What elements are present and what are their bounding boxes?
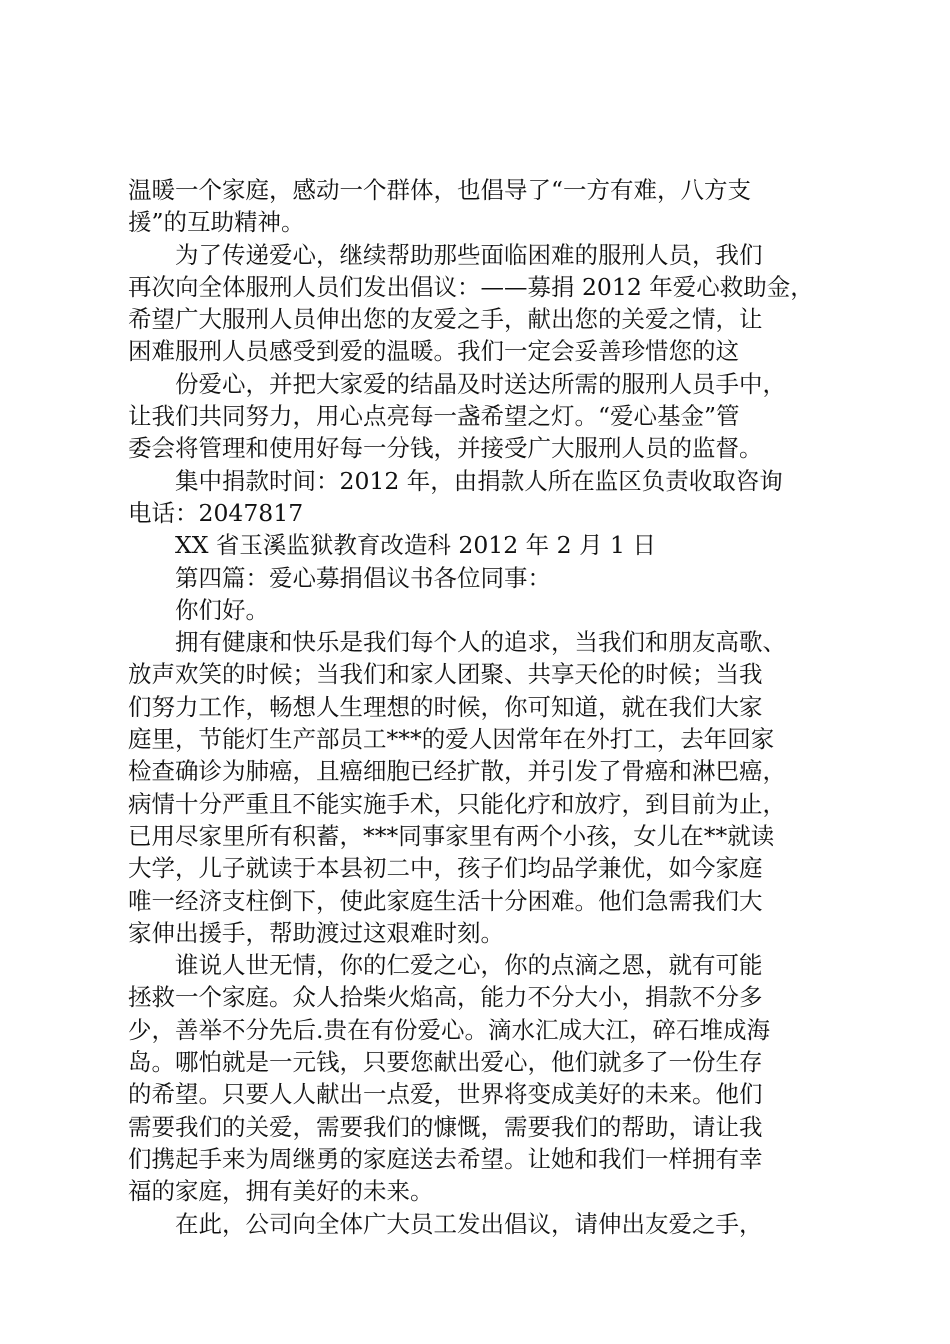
text-line: 大学，儿子就读于本县初二中，孩子们均品学兼优，如今家庭 [128, 854, 763, 883]
text-line: 电话：2047817 [128, 498, 304, 527]
text-line: 福的家庭，拥有美好的未来。 [128, 1177, 434, 1206]
text-line: 需要我们的关爱，需要我们的慷慨，需要我们的帮助，请让我 [128, 1112, 763, 1141]
text-line: 温暖一个家庭，感动一个群体，也倡导了“一方有难，八方支 [128, 176, 752, 204]
text-line: 援”的互助精神。 [128, 208, 305, 237]
text-line: 岛。哪怕就是一元钱，只要您献出爱心，他们就多了一份生存 [128, 1048, 763, 1077]
text-line: 拥有健康和快乐是我们每个人的追求，当我们和朋友高歌、 [175, 628, 786, 657]
text-line: 让我们共同努力，用心点亮每一盏希望之灯。“爱心基金”管 [128, 402, 740, 431]
text-line: 家伸出援手，帮助渡过这艰难时刻。 [128, 918, 504, 947]
text-line: 们努力工作，畅想人生理想的时候，你可知道，就在我们大家 [128, 692, 763, 721]
text-line: 病情十分严重且不能实施手术，只能化疗和放疗，到目前为止， [128, 789, 786, 818]
text-line: 委会将管理和使用好每一分钱，并接受广大服刑人员的监督。 [128, 434, 763, 463]
text-line: 在此，公司向全体广大员工发出倡议，请伸出友爱之手， [175, 1209, 763, 1238]
text-line: 为了传递爱心，继续帮助那些面临困难的服刑人员，我们 [175, 240, 763, 269]
signature-line: XX 省玉溪监狱教育改造科 2012 年 2 月 1 日 [175, 531, 656, 560]
text-line: 的希望。只要人人献出一点爱，世界将变成美好的未来。他们 [128, 1080, 763, 1109]
text-line: 谁说人世无情，你的仁爱之心，你的点滴之恩，就有可能 [175, 951, 763, 980]
text-line: 希望广大服刑人员伸出您的友爱之手，献出您的关爱之情，让 [128, 305, 763, 334]
text-line: 放声欢笑的时候；当我们和家人团聚、共享天伦的时候；当我 [128, 660, 763, 689]
text-line: 们携起手来为周继勇的家庭送去希望。让她和我们一样拥有幸 [128, 1144, 763, 1173]
text-line: 已用尽家里所有积蓄，***同事家里有两个小孩，女儿在**就读 [128, 821, 775, 850]
text-line: 集中捐款时间：2012 年，由捐款人所在监区负责收取咨询 [175, 466, 783, 495]
section-heading: 第四篇：爱心募捐倡议书各位同事： [175, 563, 551, 592]
document-body [128, 174, 833, 1240]
text-line: 困难服刑人员感受到爱的温暖。我们一定会妥善珍惜您的这 [128, 337, 739, 366]
greeting-line: 你们好。 [175, 595, 269, 624]
text-line: 庭里，节能灯生产部员工***的爱人因常年在外打工，去年回家 [128, 725, 775, 754]
text-line: 再次向全体服刑人员们发出倡议：——募捐 2012 年爱心救助金， [128, 272, 814, 301]
text-line: 份爱心，并把大家爱的结晶及时送达所需的服刑人员手中， [175, 369, 786, 398]
text-line: 少，善举不分先后.贵在有份爱心。滴水汇成大江，碎石堆成海 [128, 1015, 770, 1044]
text-line: 拯救一个家庭。众人拾柴火焰高，能力不分大小，捐款不分多 [128, 983, 763, 1012]
text-line: 检查确诊为肺癌，且癌细胞已经扩散，并引发了骨癌和淋巴癌， [128, 757, 786, 786]
text-line: 唯一经济支柱倒下，使此家庭生活十分困难。他们急需我们大 [128, 886, 763, 915]
